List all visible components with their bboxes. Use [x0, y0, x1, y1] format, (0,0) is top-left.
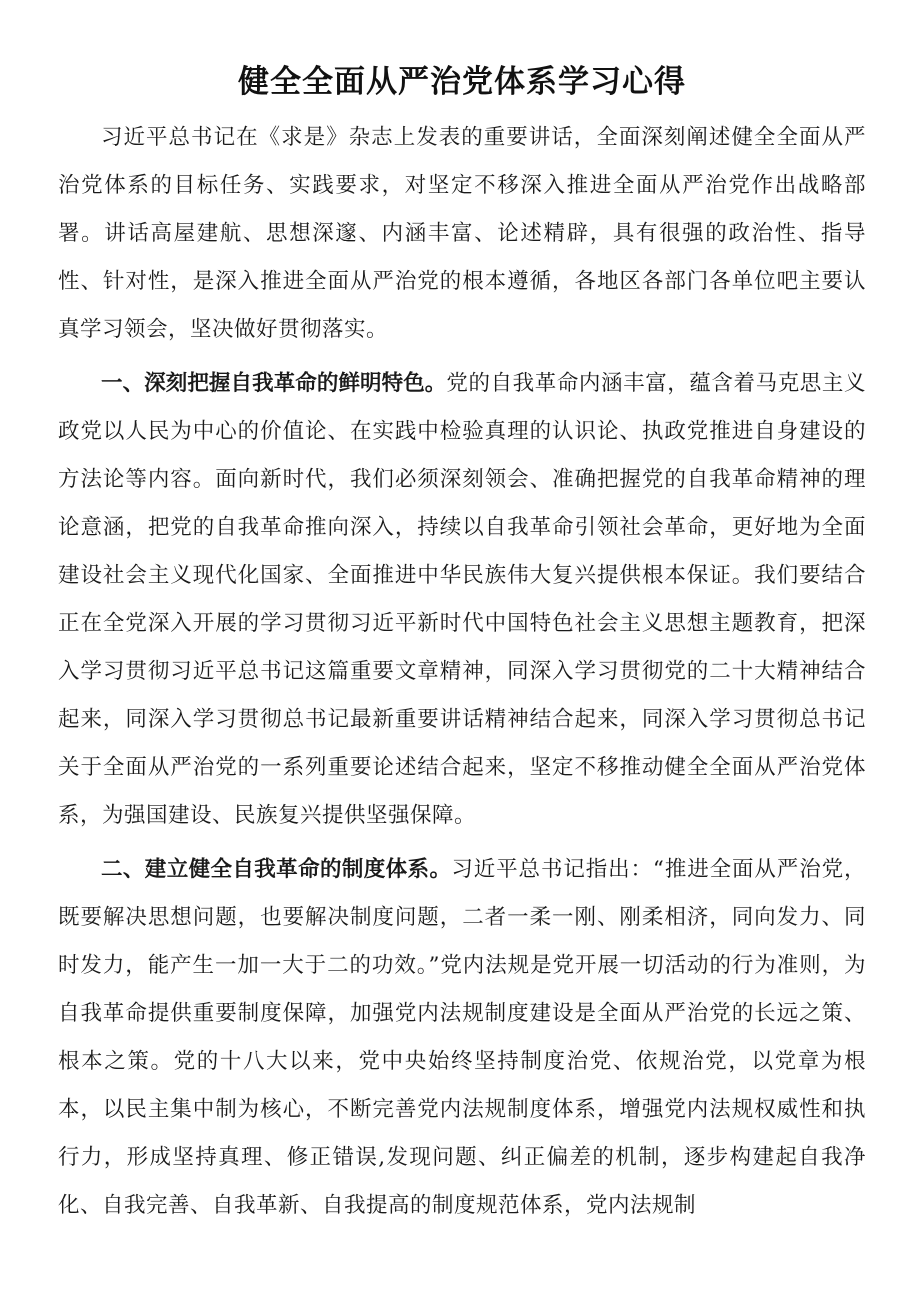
paragraph-section-1	[58, 360, 866, 840]
section-heading: 二、建立健全自我革命的制度体系。	[101, 857, 452, 882]
paragraph-body: 习近平总书记指出：“推进全面从严治党，既要解决思想问题，也要解决制度问题，二者一柔一刚、刚柔相济，同向发力、同时发力，能产生一加一大于二的功效。”党内法规是党开展一切活动的行为准则，为自我革命提供重要制度保障，加强党内法规制度建设是全面从严治党的长远之策、根本之策。党的十八大以来，党中央始终坚持制度治党、依规治党，以党章为根本，以民主集中制为核心，不断完善党内法规制度体系，增强党内法规权威性和执行力，形成坚持真理、修正错误,发现问题、纠正偏差的机制，逐步构建起自我净化、自我完善、自我革新、自我提高的制度规范体系，党内法规制	[58, 857, 866, 1218]
paragraph-body: 党的自我革命内涵丰富，蕴含着马克思主义政党以人民为中心的价值论、在实践中检验真理的认识论、执政党推进自身建设的方法论等内容。面向新时代，我们必须深刻领会、准确把握党的自我革命精神的理论意涵，把党的自我革命推向深入，持续以自我革命引领社会革命，更好地为全面建设社会主义现代化国家、全面推进中华民族伟大复兴提供根本保证。我们要结合正在全党深入开展的学习贯彻习近平新时代中国特色社会主义思想主题教育，把深入学习贯彻习近平总书记这篇重要文章精神，同深入学习贯彻党的二十大精神结合起来，同深入学习贯彻总书记最新重要讲话精神结合起来，同深入学习贯彻总书记关于全面从严治党的一系列重要论述结合起来，坚定不移推动健全全面从严治党体系，为强国建设、民族复兴提供坚强保障。	[58, 371, 866, 828]
document-page	[58, 56, 866, 1234]
section-heading: 一、深刻把握自我革命的鲜明特色。	[101, 371, 447, 396]
document-title: 健全全面从严治党体系学习心得	[238, 64, 686, 100]
paragraph-body: 习近平总书记在《求是》杂志上发表的重要讲话，全面深刻阐述健全全面从严治党体系的目标任务、实践要求，对坚定不移深入推进全面从严治党作出战略部署。讲话高屋建航、思想深邃、内涵丰富、论述精辟，具有很强的政治性、指导性、针对性，是深入推进全面从严治党的根本遵循，各地区各部门各单位吧主要认真学习领会，坚决做好贯彻落实。	[58, 125, 866, 342]
paragraph-intro	[58, 114, 866, 354]
paragraph-section-2	[58, 846, 866, 1230]
